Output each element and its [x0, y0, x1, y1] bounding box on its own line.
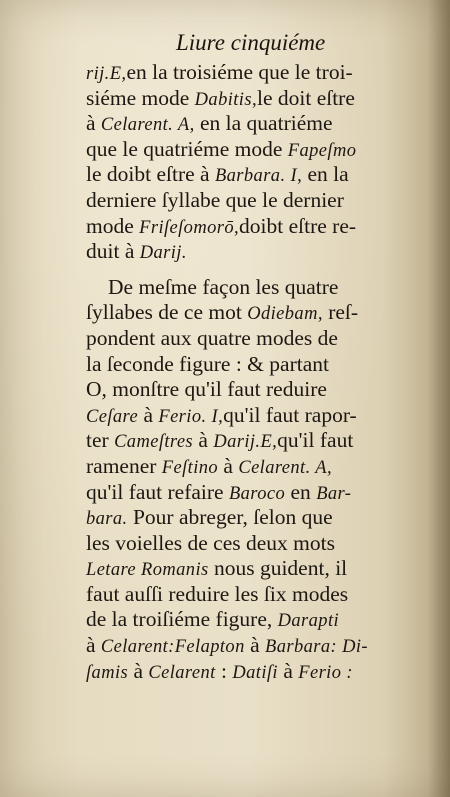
text-line — [86, 607, 416, 633]
italic-term: Letare Romanis — [86, 560, 209, 581]
italic-term: Fapeſmo — [287, 140, 357, 161]
italic-term: Darij.E, — [213, 432, 278, 453]
text-run: à — [218, 453, 239, 478]
text-run: à — [138, 402, 159, 427]
italic-term: ſamis — [86, 662, 129, 683]
text-line — [86, 633, 416, 659]
italic-term: Feſtino — [161, 457, 219, 478]
italic-term: Ferio : — [298, 662, 353, 683]
italic-term: Friſeſomorō, — [139, 217, 240, 238]
page-body-text — [86, 60, 416, 684]
italic-term: Darij. — [139, 243, 187, 264]
text-run: à — [86, 111, 101, 136]
text-run: les voielles de ces deux mots — [86, 530, 335, 555]
text-line — [86, 188, 416, 214]
text-run: siéme mode — [86, 85, 195, 110]
text-line — [86, 111, 416, 137]
text-run: en la — [302, 162, 349, 187]
text-run: que le quatriéme mode — [86, 136, 288, 161]
text-line — [86, 300, 416, 326]
text-run: à — [128, 658, 149, 683]
italic-term: Ceſare — [86, 406, 139, 427]
text-run: en la quatriéme — [194, 111, 333, 136]
text-run: reſ- — [322, 300, 359, 325]
text-line — [86, 214, 416, 240]
italic-term: Datiſi — [232, 662, 278, 683]
text-line — [86, 454, 416, 480]
text-line — [86, 86, 416, 112]
italic-term: Cameſtres — [114, 432, 194, 453]
italic-term: Darapti — [277, 611, 340, 632]
paragraph-2 — [86, 275, 416, 685]
text-run: faut auſſi reduire les ſix modes — [86, 581, 349, 606]
text-run: ramener — [86, 453, 162, 478]
italic-term: Odiebam, — [247, 304, 323, 325]
text-line — [86, 582, 416, 608]
text-line — [86, 403, 416, 429]
text-line — [86, 556, 416, 582]
page-gutter-shadow — [428, 0, 450, 797]
text-run: : — [215, 658, 233, 683]
text-line — [86, 531, 416, 557]
text-run: à — [244, 633, 266, 658]
text-run: nous guident, il — [208, 556, 348, 581]
text-run: O, monſtre qu'il faut reduire — [86, 377, 327, 402]
text-run: qu'il faut refaire — [86, 479, 229, 504]
text-line — [86, 505, 416, 531]
text-run: à — [277, 658, 299, 683]
text-run: duit à — [86, 239, 140, 264]
text-line — [86, 60, 416, 86]
italic-term: Celarent — [148, 662, 216, 683]
text-line — [86, 239, 416, 265]
text-line — [86, 428, 416, 454]
italic-term: Barbara. I, — [214, 166, 303, 187]
text-line — [86, 137, 416, 163]
text-run: le doibt eſtre à — [86, 162, 215, 187]
text-run: ter — [86, 428, 115, 453]
italic-term: Ferio. I, — [158, 406, 224, 427]
text-line — [86, 659, 416, 685]
text-run: le doit eſtre — [256, 85, 355, 110]
text-line — [86, 326, 416, 352]
italic-term: Celarent. A, — [100, 115, 195, 136]
text-run: Pour abreger, ſelon que — [127, 505, 333, 530]
text-run: pondent aux quatre modes de — [86, 325, 338, 350]
text-run: qu'il faut — [277, 428, 354, 453]
text-run: en la troisiéme que le troi- — [126, 60, 353, 84]
text-line — [86, 352, 416, 378]
italic-term: Celarent. A, — [238, 457, 333, 478]
paragraph-1 — [86, 60, 416, 265]
italic-term: Dabitis, — [194, 89, 257, 110]
text-line — [86, 162, 416, 188]
text-run: en — [285, 479, 317, 504]
text-line — [86, 377, 416, 403]
text-run: ſyllabes de ce mot — [86, 300, 248, 325]
paragraph-gap — [86, 265, 416, 275]
text-run: derniere ſyllabe que le dernier — [86, 187, 344, 212]
text-line — [86, 275, 416, 301]
running-title: Liure cinquiéme — [176, 30, 326, 55]
italic-term: bara. — [86, 509, 128, 530]
italic-term: Baroco — [228, 483, 286, 504]
text-run: la ſeconde figure : & partant — [86, 351, 329, 376]
text-run: De meſme façon les quatre — [108, 274, 339, 299]
text-run: de la troiſiéme figure, — [86, 607, 278, 632]
italic-term: rij.E, — [86, 64, 127, 84]
text-run: qu'il faut rapor- — [223, 402, 357, 427]
italic-term: Barbara: Di- — [265, 637, 368, 658]
italic-term: Bar- — [316, 483, 352, 504]
text-line — [86, 480, 416, 506]
text-run: doibt eſtre re- — [239, 213, 357, 238]
text-run: mode — [86, 213, 140, 238]
italic-term: Celarent:Felapton — [100, 637, 245, 658]
text-run: à — [86, 633, 101, 658]
text-run: à — [193, 428, 214, 453]
